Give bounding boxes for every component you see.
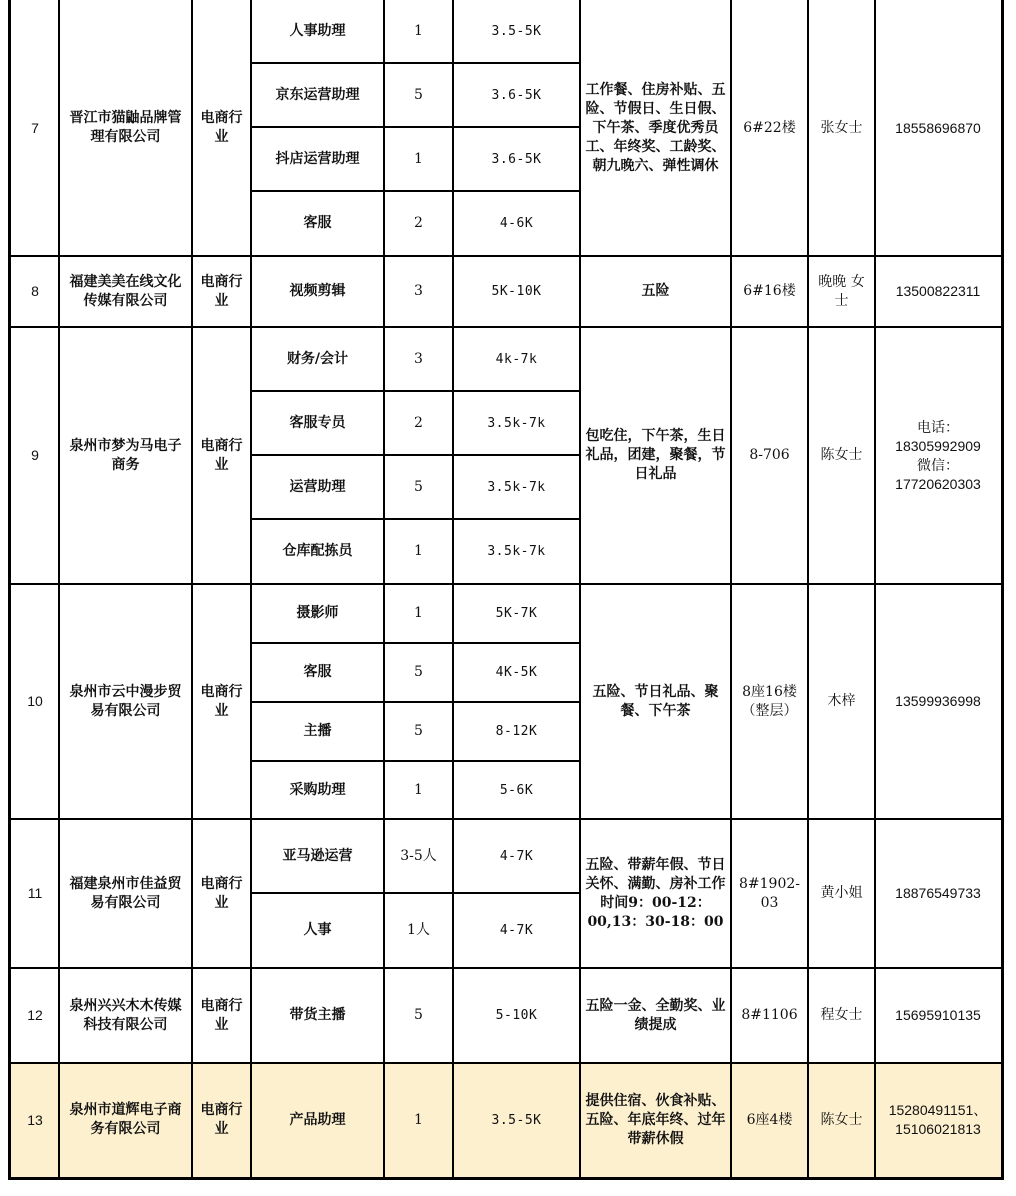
job-count: 1 [414,1111,423,1128]
grid-line [11,255,1001,257]
contact-person: 程女士 [820,1007,863,1023]
contact-phone: 18558696870 [895,119,981,136]
grid-line [807,0,809,1177]
job-salary: 4k-7k [495,351,538,367]
job-count: 5 [414,86,423,103]
company-name: 福建泉州市佳益贸易有限公司 [69,875,182,911]
grid-line [251,190,580,192]
row-number: 9 [31,447,39,463]
grid-line [730,0,732,1177]
job-salary: 5-6K [499,782,534,798]
job-salary: 4K-5K [495,665,538,680]
grid-line [11,967,1001,969]
row-number: 13 [27,1111,43,1128]
benefits: 工作餐、住房补贴、五险、节假日、生日假、下午茶、季度优秀员工、年终奖、工龄奖、朝九晚六、弹性调休 [585,81,726,174]
job-salary: 4-7K [499,848,534,864]
job-listing-table [8,0,1004,1180]
contact-phone: 15280491151、 15106021813 [888,1102,988,1137]
company-name: 晋江市猫鼬品牌管理有限公司 [69,110,182,145]
contact-person: 陈女士 [820,1111,863,1128]
job-title: 摄影师 [296,605,339,621]
job-title: 人事助理 [289,23,346,39]
grid-line [251,701,580,703]
row-number: 8 [31,283,39,299]
industry: 电商行业 [200,437,243,473]
job-title: 财务/会计 [286,350,349,367]
address: 8#1902-03 [739,875,800,911]
benefits: 五险、带薪年假、节日关怀、满勤、房补工作时间9：00-12：00,13：30-18：00 [585,856,726,930]
grid-line [251,892,580,894]
contact-person: 张女士 [820,119,863,136]
job-salary: 8-12K [495,724,538,739]
company-name: 泉州市梦为马电子商务 [69,437,182,473]
benefits: 五险一金、全勤奖、业绩提成 [585,997,726,1033]
grid-line [11,1062,1001,1064]
job-salary: 3.5k-7k [487,544,546,559]
address: 6座4楼 [746,1111,793,1128]
job-count: 5 [414,664,423,680]
job-title: 亚马逊运营 [282,847,353,864]
job-count: 1 [414,150,423,167]
job-count: 5 [414,723,423,739]
job-title: 视频剪辑 [289,283,346,299]
company-name: 泉州兴兴木木传媒科技有限公司 [69,997,182,1033]
job-salary: 3.5-5K [491,1112,542,1128]
address: 8-706 [749,447,790,463]
row-number: 12 [27,1007,43,1023]
job-title: 人事 [303,922,332,938]
grid-line [191,0,193,1177]
contact-person: 木梓 [827,693,856,709]
job-salary: 3.5k-7k [487,415,546,431]
contact-phone: 15695910135 [895,1007,981,1023]
industry: 电商行业 [200,273,243,309]
company-name: 泉州市道辉电子商务有限公司 [69,1102,182,1137]
grid-line [251,126,580,128]
grid-line [11,818,1001,820]
grid-line [11,583,1001,585]
job-title: 采购助理 [289,781,346,798]
job-title: 带货主播 [289,1007,346,1023]
benefits: 包吃住，下午茶，生日礼品，团建，聚餐，节日礼品 [585,428,726,482]
job-count: 1 [414,543,423,559]
contact-person: 黄小姐 [820,885,863,901]
job-title: 客服 [303,215,332,231]
row-number: 10 [27,693,43,709]
row-number: 11 [27,885,43,901]
grid-line [251,454,580,456]
benefits: 五险、节日礼品、聚餐、下午茶 [592,683,719,719]
contact-person: 陈女士 [820,447,863,463]
job-salary: 3.5-5K [491,24,542,39]
grid-line [251,518,580,520]
job-salary: 5K-10K [491,284,542,299]
job-count: 3 [414,283,423,299]
job-count: 5 [414,478,423,495]
address: 8#1106 [741,1007,798,1023]
job-salary: 3.5k-7k [487,479,546,495]
industry: 电商行业 [200,1102,243,1137]
contact-phone: 13500822311 [895,283,981,299]
benefits: 提供住宿、伙食补贴、五险、年底年终、过年带薪休假 [585,1092,726,1147]
address: 6#16楼 [743,283,796,299]
address: 6#22楼 [743,119,796,136]
contact-phone: 18876549733 [895,885,981,901]
contact-person: 晚晚 女士 [818,273,865,309]
job-title: 抖店运营助理 [275,150,360,167]
job-title: 仓库配拣员 [282,543,353,559]
grid-line [58,0,60,1177]
job-salary: 4-7K [499,923,534,938]
contact-phone: 13599936998 [895,693,981,709]
row-number: 7 [31,119,39,136]
job-salary: 3.6-5K [491,151,542,167]
job-salary: 5-10K [495,1008,538,1023]
job-title: 产品助理 [289,1111,346,1128]
job-title: 运营助理 [289,478,346,495]
grid-line [874,0,876,1177]
grid-line [251,642,580,644]
industry: 电商行业 [200,997,243,1033]
job-count: 2 [414,215,423,231]
grid-line [383,0,385,1177]
job-count: 3 [414,350,423,367]
job-count: 1 [414,23,423,39]
job-count: 1 [414,605,423,621]
job-title: 客服专员 [289,414,346,431]
contact-phone: 电话： 18305992909 微信： 17720620303 [895,418,981,492]
grid-line [251,390,580,392]
job-salary: 4-6K [499,216,534,231]
grid-line [250,0,252,1177]
industry: 电商行业 [200,110,243,145]
job-count: 5 [414,1007,423,1023]
industry: 电商行业 [200,683,243,719]
industry: 电商行业 [200,875,243,911]
company-name: 福建美美在线文化传媒有限公司 [69,273,182,309]
job-count: 3-5人 [400,847,437,864]
job-count: 1人 [407,922,430,938]
job-salary: 3.6-5K [491,87,542,103]
grid-line [579,0,581,1177]
job-count: 1 [414,781,423,798]
company-name: 泉州市云中漫步贸易有限公司 [69,683,182,719]
job-title: 主播 [303,723,332,739]
grid-line [251,760,580,762]
grid-line [11,326,1001,328]
job-title: 客服 [303,664,332,680]
job-title: 京东运营助理 [275,86,360,103]
grid-line [452,0,454,1177]
address: 8座16楼 （整层） [741,683,798,719]
job-count: 2 [414,414,423,431]
job-salary: 5K-7K [495,606,538,621]
grid-line [251,62,580,64]
benefits: 五险 [641,283,670,299]
